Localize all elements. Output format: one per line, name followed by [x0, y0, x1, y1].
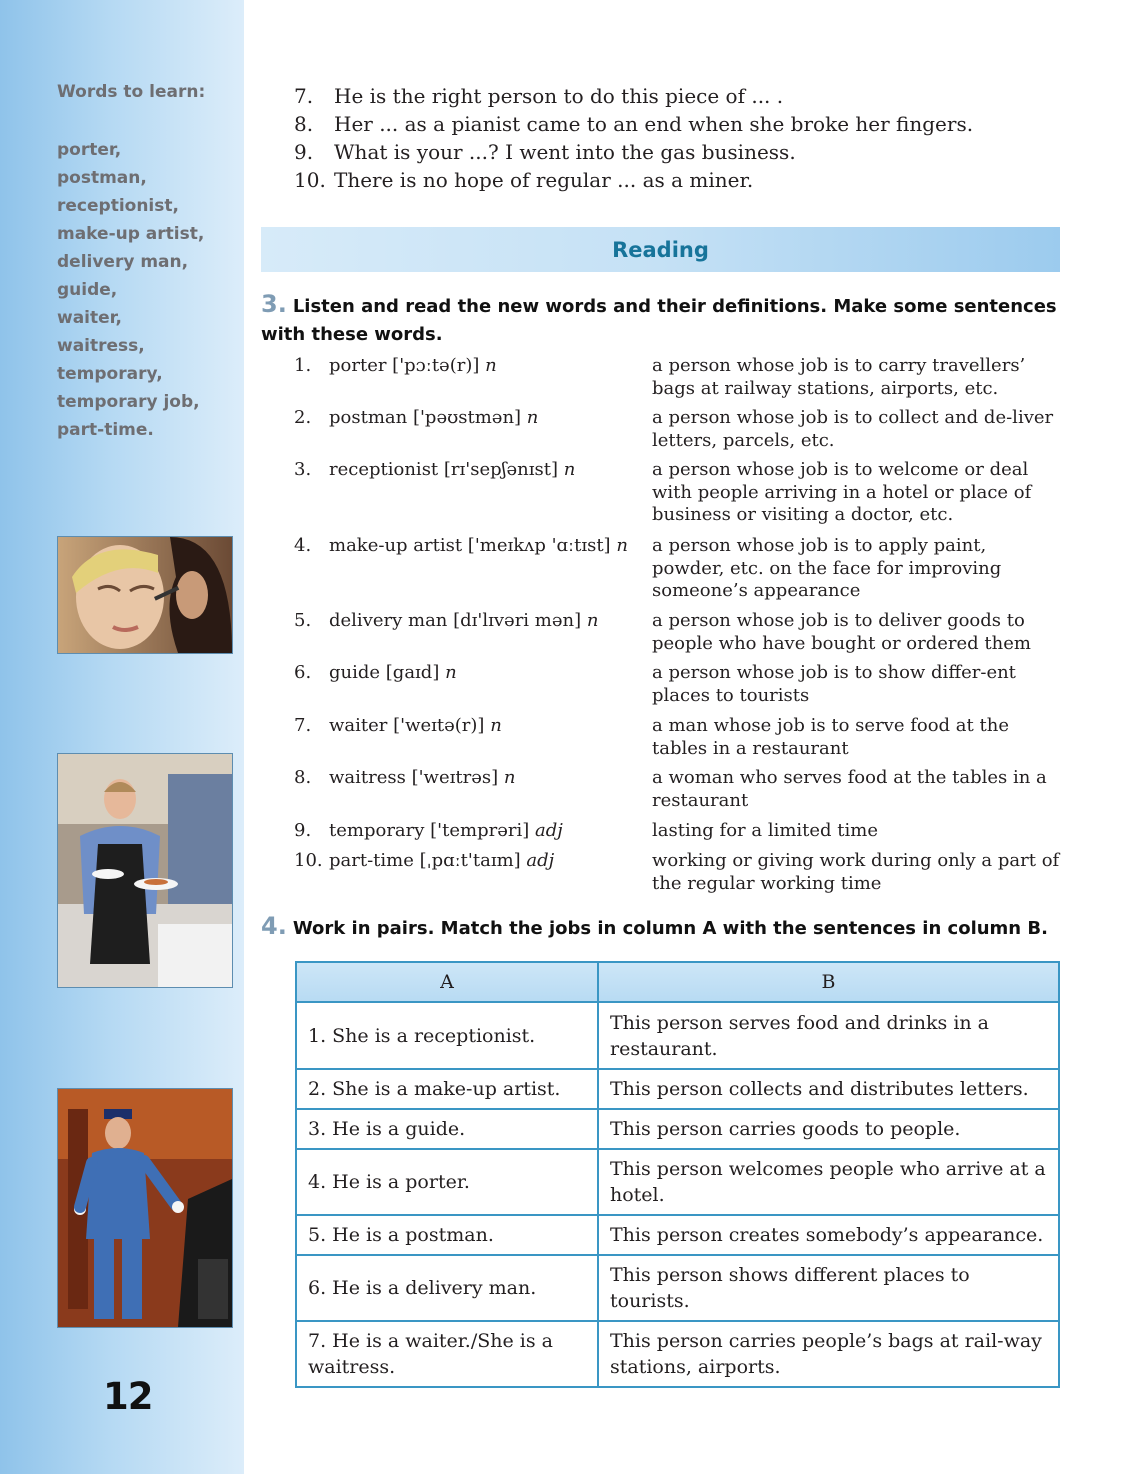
word-item: guide,: [57, 280, 118, 300]
column-header-a: A: [296, 962, 598, 1002]
word-item: delivery man,: [57, 252, 189, 272]
section-title-reading: Reading: [261, 227, 1060, 272]
word-item: make-up artist,: [57, 224, 205, 244]
sentence-cell: This person welcomes people who arrive at a hotel.: [598, 1149, 1059, 1215]
job-cell: 1. She is a receptionist.: [296, 1002, 598, 1069]
table-row: [296, 1149, 1059, 1215]
porter-photo: [57, 1088, 233, 1328]
list-item: 10. There is no hope of regular ... as a miner.: [294, 168, 754, 192]
task-3-instruction: [261, 290, 1066, 349]
sentence-cell: This person collects and distributes letters.: [598, 1069, 1059, 1109]
top-sentences: [294, 82, 973, 194]
table-row: [296, 1002, 1059, 1069]
word-item: receptionist,: [57, 196, 179, 216]
word-item: waiter,: [57, 308, 123, 328]
makeup-artist-photo: [57, 536, 233, 654]
sentence-cell: This person carries people’s bags at rail-way stations, airports.: [598, 1321, 1059, 1387]
table-header-row: [296, 962, 1059, 1002]
job-cell: 5. He is a postman.: [296, 1215, 598, 1255]
waiter-photo: [57, 753, 233, 988]
job-cell: 7. He is a waiter./She is a waitress.: [296, 1321, 598, 1387]
table-row: [296, 1069, 1059, 1109]
list-item: 8. Her ... as a pianist came to an end when she broke her fingers.: [294, 112, 974, 136]
job-cell: 3. He is a guide.: [296, 1109, 598, 1149]
task-4-instruction: [261, 912, 1048, 940]
word-item: temporary,: [57, 364, 163, 384]
sentence-cell: This person shows different places to tourists.: [598, 1255, 1059, 1321]
matching-table: [295, 961, 1060, 1388]
word-item: postman,: [57, 168, 147, 188]
list-item: 7. He is the right person to do this piece of ... .: [294, 84, 784, 108]
word-item: waitress,: [57, 336, 145, 356]
sentence-cell: This person serves food and drinks in a restaurant.: [598, 1002, 1059, 1069]
job-cell: 4. He is a porter.: [296, 1149, 598, 1215]
table-row: [296, 1255, 1059, 1321]
column-header-b: B: [598, 962, 1059, 1002]
list-item: 9. What is your ...? I went into the gas business.: [294, 140, 796, 164]
word-item: temporary job,: [57, 392, 200, 412]
sentence-cell: This person creates somebody’s appearance.: [598, 1215, 1059, 1255]
word-item: part-time.: [57, 420, 154, 440]
task-number: 3.: [261, 290, 287, 318]
table-row: [296, 1321, 1059, 1387]
job-cell: 2. She is a make-up artist.: [296, 1069, 598, 1109]
words-to-learn-title: Words to learn:: [57, 82, 206, 102]
task-text: Listen and read the new words and their definitions. Make some sentences with these words.: [261, 296, 1057, 345]
job-cell: 6. He is a delivery man.: [296, 1255, 598, 1321]
table-row: [296, 1109, 1059, 1149]
table-row: [296, 1215, 1059, 1255]
page-number: 12: [103, 1375, 153, 1418]
task-number: 4.: [261, 912, 287, 940]
task-text: Work in pairs. Match the jobs in column A with the sentences in column B.: [292, 918, 1048, 939]
word-item: porter,: [57, 140, 122, 160]
sentence-cell: This person carries goods to people.: [598, 1109, 1059, 1149]
words-to-learn-list: [57, 136, 204, 444]
